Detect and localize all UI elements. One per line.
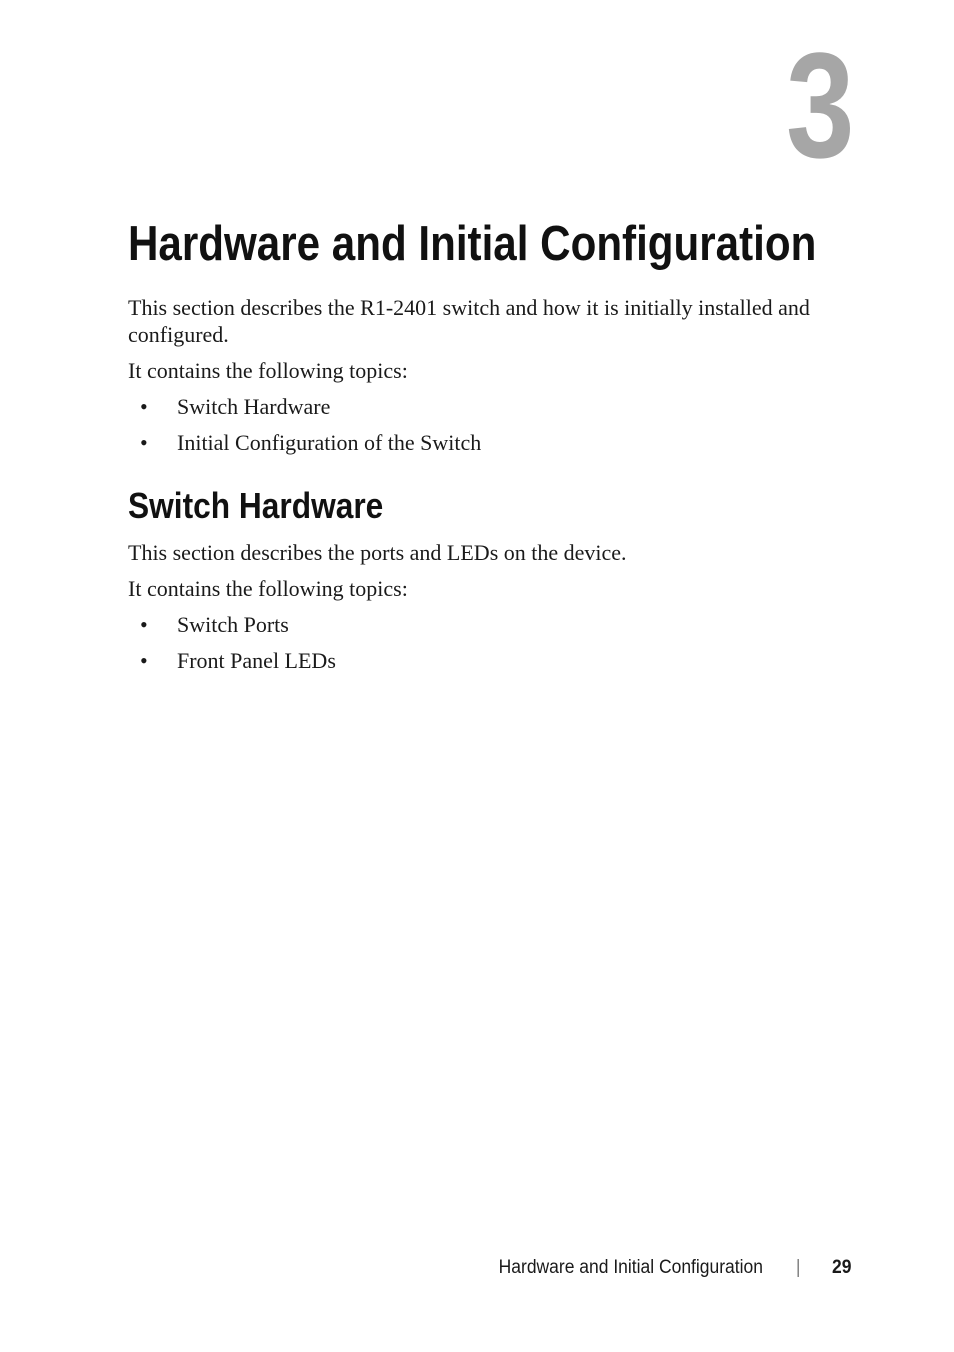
topic-link-switch-ports[interactable]: Switch Ports [177,612,289,637]
footer-divider [798,1259,799,1277]
topic-link-front-panel-leds[interactable]: Front Panel LEDs [177,648,336,673]
list-item [128,611,854,638]
footer-running-title: Hardware and Initial Configuration [498,1257,763,1278]
bullet-icon: • [140,430,148,455]
topic-link-initial-configuration[interactable]: Initial Configuration of the Switch [177,430,482,455]
chapter-topics-label [128,357,854,384]
section-title: Switch Hardware [128,485,384,526]
chapter-intro-paragraph [128,294,854,348]
section-description [128,539,854,566]
section-topics-label [128,575,854,602]
section-topic-list [128,611,854,638]
section-topics-label-text: It contains the following topics: [128,576,408,601]
chapter-title: Hardware and Initial Configuration [128,217,817,271]
section-description-text: This section describes the ports and LEDs on the device. [128,540,627,565]
list-item [128,393,854,420]
page-number: 29 [831,1257,851,1278]
section-topic-list [128,647,854,674]
bullet-icon: • [140,648,148,673]
list-item [128,429,854,456]
chapter-topic-list [128,429,854,456]
list-item [128,647,854,674]
chapter-number: 3 [785,21,854,189]
chapter-topic-list [128,393,854,420]
topic-link-switch-hardware[interactable]: Switch Hardware [177,394,331,419]
bullet-icon: • [140,394,148,419]
bullet-icon: • [140,612,148,637]
page-footer [498,1254,851,1281]
chapter-topics-label-text: It contains the following topics: [128,358,408,383]
chapter-intro-text: This section describes the R1-2401 switch and how it is initially installed and configured. [128,295,810,347]
